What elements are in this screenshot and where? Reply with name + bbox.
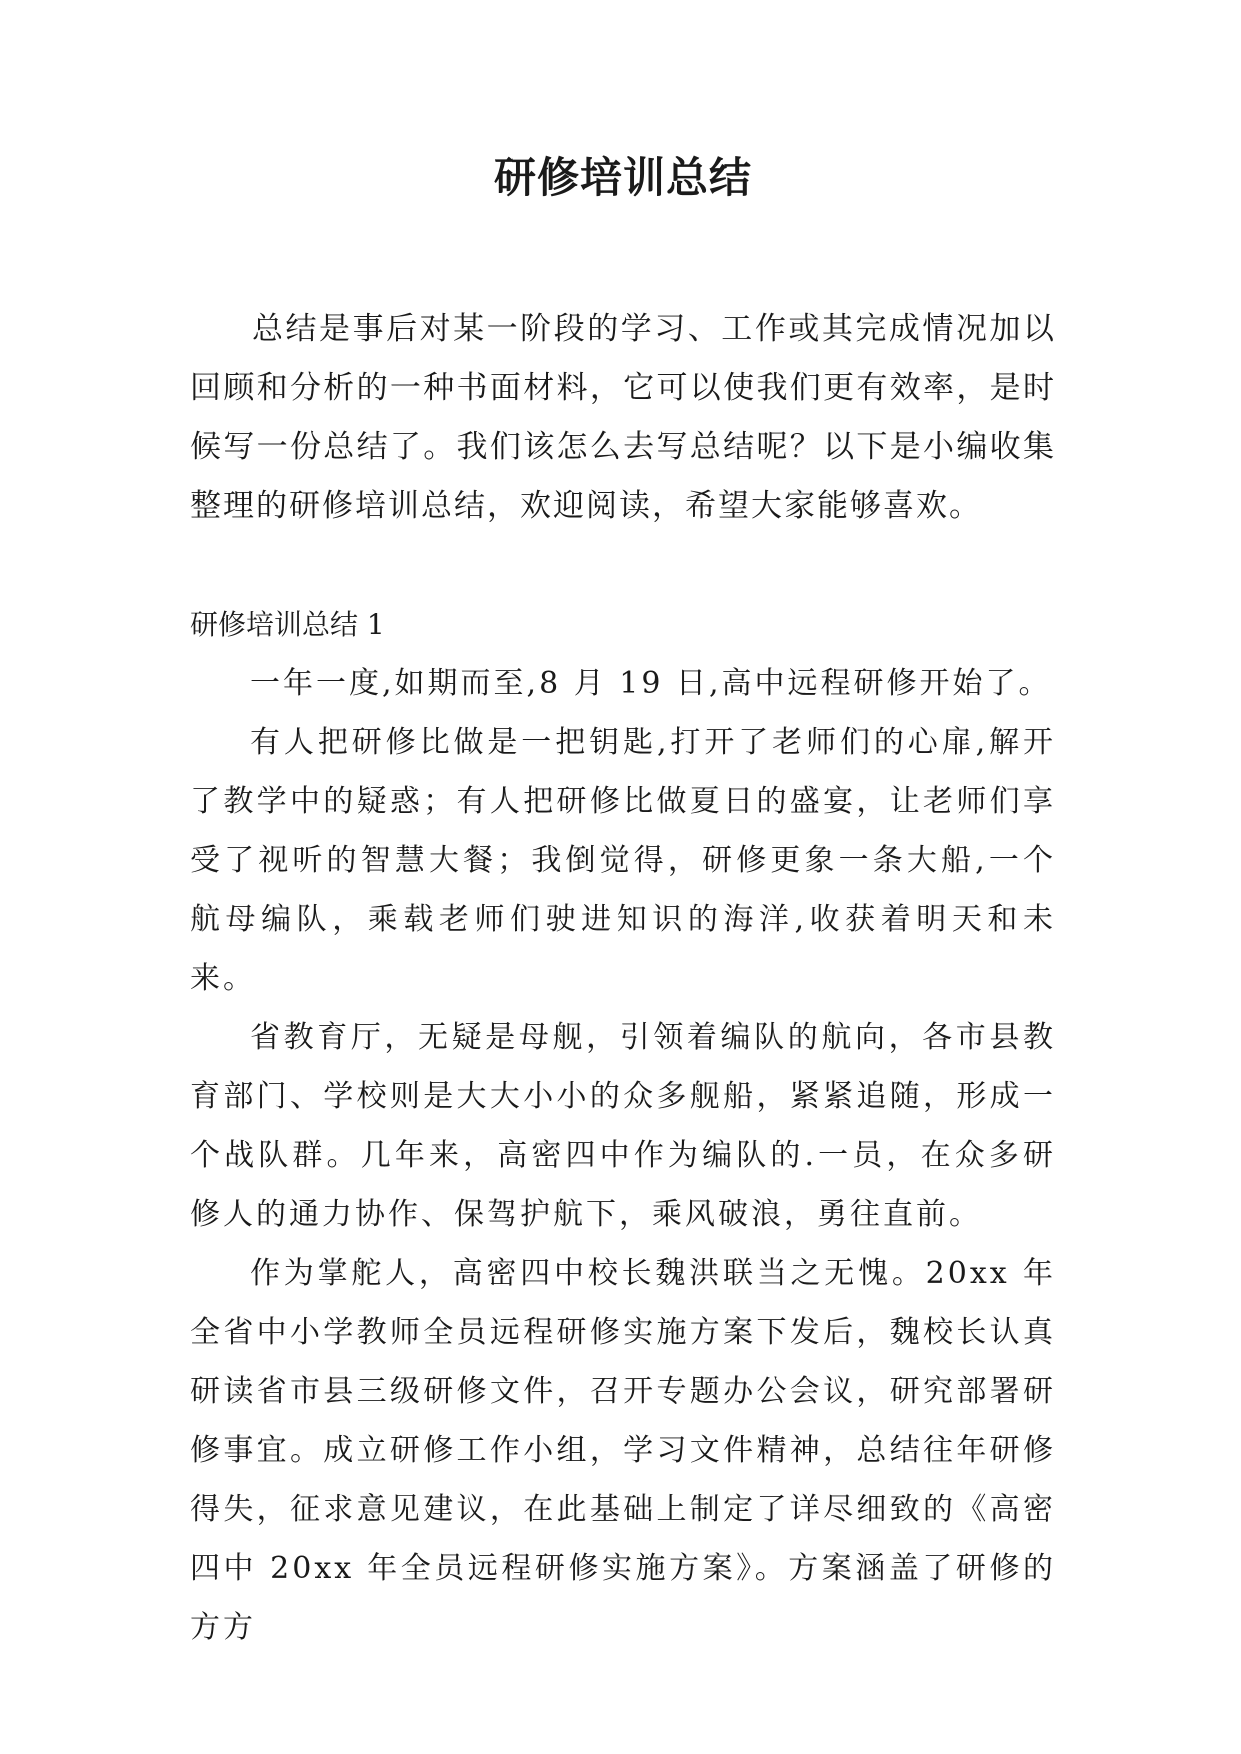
body-paragraph: 省教育厅，无疑是母舰，引领着编队的航向，各市县教育部门、学校则是大大小小的众多舰船，紧紧追随，形成一个战队群。几年来，高密四中作为编队的.一员，在众多研修人的通力协作、保驾护航下，乘风破浪，勇往直前。 <box>190 1020 1056 1232</box>
body-paragraph: 有人把研修比做是一把钥匙,打开了老师们的心扉,解开了教学中的疑惑；有人把研修比做夏日的盛宴，让老师们享受了视听的智慧大餐；我倒觉得，研修更象一条大船,一个航母编队，乘载老师们驶进知识的海洋,收获着明天和未来。 <box>190 725 1056 996</box>
section-heading: 研修培训总结 1 <box>190 608 385 641</box>
document-title: 研修培训总结 <box>493 153 752 202</box>
body-paragraph: 作为掌舵人，高密四中校长魏洪联当之无愧。20xx 年全省中小学教师全员远程研修实施方案下发后，魏校长认真研读省市县三级研修文件，召开专题办公会议，研究部署研修事宜。成立研修工作小组，学习文件精神，总结往年研修得失，征求意见建议，在此基础上制定了详尽细致的《高密四中 20xx 年全员远程研修实施方案》。方案涵盖了研修的方方 <box>190 1256 1056 1645</box>
document-content <box>190 150 1056 1657</box>
body-paragraph: 一年一度,如期而至,8 月 19 日,高中远程研修开始了。 <box>250 666 1052 701</box>
intro-paragraph: 总结是事后对某一阶段的学习、工作或其完成情况加以回顾和分析的一种书面材料，它可以使我们更有效率，是时候写一份总结了。我们该怎么去写总结呢？以下是小编收集整理的研修培训总结，欢迎阅读，希望大家能够喜欢。 <box>190 311 1056 524</box>
